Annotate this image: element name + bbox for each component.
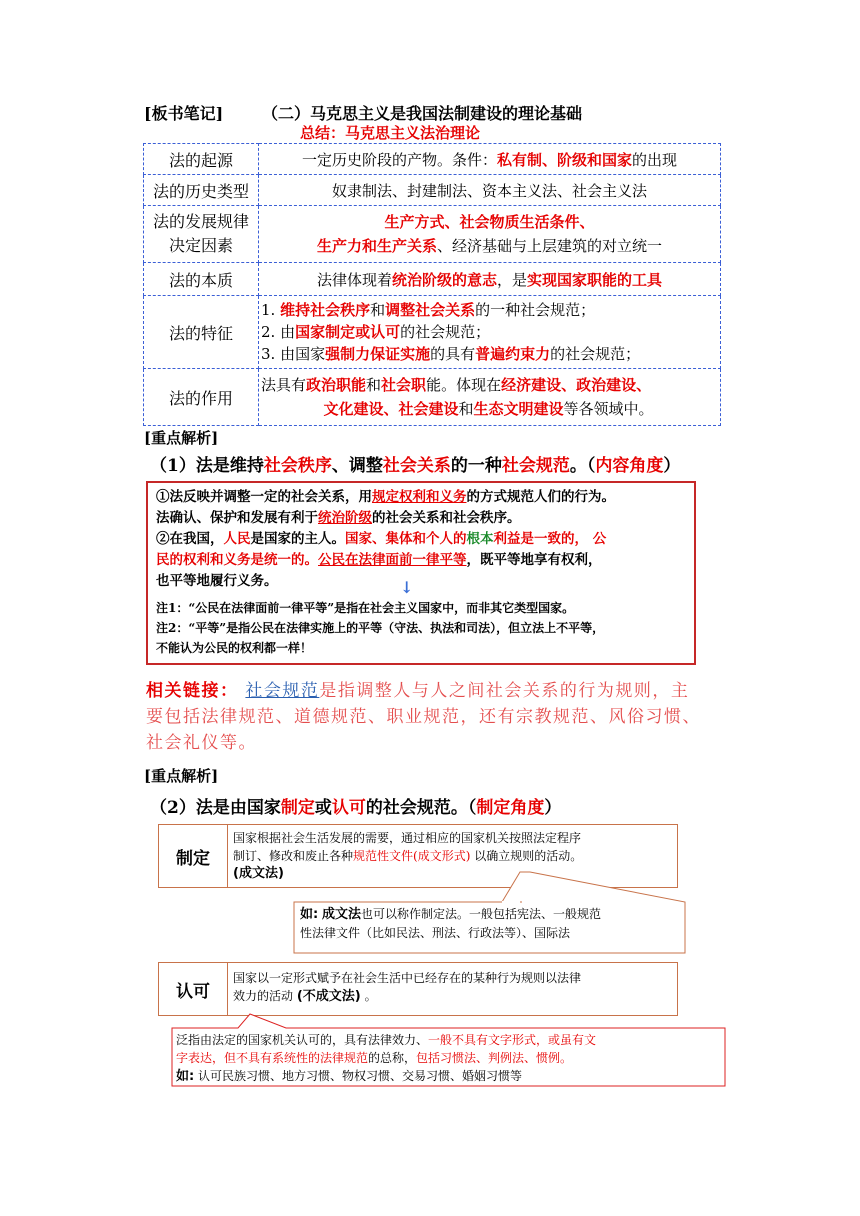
note-2: 注2：“平等”是指公民在法律实施上的平等（守法、执法和司法），但立法上不平等， (156, 621, 605, 635)
highlight-text: 实现国家职能的工具 (527, 270, 663, 289)
plain-text: 的出现 (632, 150, 678, 169)
summary-table (143, 143, 721, 426)
plain-text: 的社会关系和社会秩序。 (372, 510, 521, 526)
highlight-text: 普遍约束力 (475, 345, 551, 363)
table-row (144, 206, 721, 263)
renke-text (233, 969, 673, 1006)
row-value-line (261, 321, 716, 343)
highlight-text: 民的权利和义务是统一的。 (156, 552, 318, 568)
box-line (156, 550, 686, 571)
page-title: （二）马克思主义是我国法制建设的理论基础 (262, 104, 583, 123)
highlight-text: 社会规范 (501, 456, 570, 476)
row-value (259, 206, 721, 263)
highlight-text: 国家制定或认可 (295, 323, 401, 341)
highlight-text: 生态文明建设 (473, 400, 564, 418)
highlight-text: 公 (588, 531, 607, 547)
related-link (146, 678, 706, 756)
box-line (156, 508, 686, 529)
highlight-text: 经济建设、政治建设、 (501, 376, 652, 394)
plain-text: 效力的活动 (233, 989, 294, 1003)
table-row (144, 175, 721, 206)
plain-text: 。 (364, 989, 377, 1003)
plain-text: 也平等地履行义务。 (156, 573, 278, 589)
row-value (259, 263, 721, 296)
row-value-line (261, 373, 716, 397)
plain-text: 的一种社会规范； (475, 301, 596, 319)
highlight-text: 社会秩序 (263, 456, 332, 476)
highlight-text: 生产力和生产关系 (316, 237, 437, 255)
plain-text: 。（ (569, 456, 596, 476)
plain-text: 认可民族习惯、地方习惯、物权习惯、交易习惯、婚姻习惯等 (198, 1069, 523, 1083)
highlight-text: 规范性文件(成文形式) (353, 849, 471, 863)
table-row (144, 296, 721, 369)
row-value (259, 144, 721, 175)
highlight-text: 社会关系 (382, 456, 451, 476)
highlight-text: 一般不具有文字形式，或虽有文 (428, 1033, 597, 1047)
row-value-line (261, 397, 716, 421)
highlight-text: 社会职 (381, 376, 427, 394)
plain-text: 奴隶制法、封建制法、资本主义法、社会主义法 (331, 181, 647, 200)
plain-text: 或 (314, 798, 332, 818)
highlight-text: 维持社会秩序 (280, 301, 371, 319)
plain-text: 和 (458, 400, 474, 418)
row-key: 法的特征 (144, 296, 259, 369)
table-row (144, 369, 721, 426)
highlight-text: 强制力保证实施 (325, 345, 431, 363)
plain-text: ，是 (497, 270, 528, 289)
note-2-cont: 不能认为公民的权利都一样！ (156, 641, 313, 655)
plain-text: 也可以称作制定法。一般包括宪法、一般规范 (361, 907, 602, 921)
callout-line (176, 1031, 726, 1049)
section-label: [重点解析] (144, 767, 219, 785)
plain-text: ） (663, 456, 681, 476)
row-value (259, 369, 721, 426)
notes-label: [板书笔记] (144, 104, 224, 123)
renke-line: 国家以一定形式赋予在社会生活中已经存在的某种行为规则以法律 (233, 971, 582, 985)
zhiding-line: 国家根据社会生活发展的需要，通过相应的国家机关按照法定程序 (233, 831, 582, 845)
highlight-text: 字表达，但不具有系统性的法律规范 (176, 1051, 369, 1065)
callout-term: 成文法 (322, 907, 362, 922)
section-label: [重点解析] (144, 429, 219, 447)
plain-text: 、经济基础与上层建筑的对立统一 (437, 237, 663, 255)
row-value (259, 296, 721, 369)
zhiding-line: (成文法) (233, 866, 284, 881)
plain-text: （1）法是维持 (150, 456, 264, 476)
plain-text: 的方式规范人们的行为。 (466, 489, 615, 505)
highlight-text: 制定 (280, 798, 315, 818)
row-key-line: 法的发展规律 (152, 212, 249, 231)
callout-lead: 如: (300, 907, 319, 922)
highlight-text: 公民在法律面前一律平等 (318, 552, 467, 568)
plain-text: 泛指由法定的国家机关认可的，具有法律效力、 (176, 1033, 429, 1047)
bold-text: (不成文法) (296, 989, 361, 1004)
note-1: 注1：“公民在法律面前一律平等”是指在社会主义国家中，而非其它类型国家。 (156, 601, 575, 615)
related-text: 是指调整人与人之间社会关系的行为规则，主要包括法律规范、道德规范、职业规范，还有宗教规范、风俗习惯、社会礼仪等。 (146, 681, 701, 753)
plain-text: （2）法是由国家 (150, 798, 281, 818)
plain-text: 的具有 (430, 345, 476, 363)
callout-line: 性法律文件（比如民法、刑法、行政法等）、国际法 (300, 926, 571, 940)
plain-text: 的社会规范； (400, 323, 491, 341)
table-row (144, 144, 721, 175)
plain-text: 法律体现着 (316, 270, 392, 289)
plain-text: 和 (370, 301, 386, 319)
highlight-text: 规定权利和义务 (372, 489, 467, 505)
plain-text: 等各领域中。 (563, 400, 654, 418)
plain-text: 制订、修改和废止各种 (233, 849, 354, 863)
highlight-text: 政治职能 (306, 376, 367, 394)
row-value-line: 生产方式、社会物质生活条件、 (384, 213, 595, 231)
highlight-text: 国家、集体和个人的 (345, 531, 467, 547)
callout-line (176, 1067, 726, 1086)
highlight-text: 内容角度 (595, 456, 664, 476)
table-row (144, 263, 721, 296)
plain-text: ，既平等地享有权利， (466, 552, 602, 568)
highlight-text: 包括习惯法、判例法、惯例。 (416, 1051, 573, 1065)
related-label: 相关链接： (146, 681, 239, 701)
renke-label: 认可 (159, 963, 228, 1015)
highlight-text: 利益是一致的， (493, 531, 588, 547)
box-line (156, 571, 686, 592)
plain-text: 的一种 (450, 456, 502, 476)
row-key: 法的作用 (144, 369, 259, 426)
box-line (156, 529, 686, 550)
highlight-text: 私有制、阶级和国家 (496, 150, 632, 169)
plain-text: 的社会规范。（ (365, 798, 477, 818)
plain-text: 1. (261, 301, 281, 319)
box-line (156, 487, 686, 508)
row-value-line (261, 343, 716, 365)
plain-text: 能。体现在 (426, 376, 502, 394)
row-key: 法的本质 (144, 263, 259, 296)
row-key-line: 决定因素 (168, 236, 233, 255)
plain-text: 2. 由 (261, 323, 296, 341)
zhiding-label: 制定 (159, 825, 228, 887)
plain-text: 3. 由国家 (261, 345, 326, 363)
plain-text: 法具有 (261, 376, 307, 394)
highlight-text: 根本 (466, 531, 494, 547)
row-key: 法的起源 (144, 144, 259, 175)
highlight-text: 统治阶级 (318, 510, 372, 526)
row-value (259, 175, 721, 206)
plain-text: ） (544, 798, 562, 818)
callout-line (176, 1049, 726, 1067)
arrow-down-icon: ↓ (400, 578, 414, 597)
highlight-text: 人民 (223, 531, 251, 547)
renke-box (158, 962, 678, 1016)
plain-text: 以确立规则的活动。 (474, 849, 583, 863)
zhiding-line (233, 847, 673, 865)
related-term: 社会规范 (245, 681, 320, 701)
plain-text: 的总称， (368, 1051, 417, 1065)
callout-line (300, 905, 680, 924)
callout-2-text (176, 1031, 726, 1086)
section-heading (150, 451, 680, 476)
row-key: 法的历史类型 (144, 175, 259, 206)
plain-text: ①法反映并调整一定的社会关系，用 (156, 489, 372, 505)
callout-lead: 如: (176, 1069, 195, 1084)
highlight-text: 制定角度 (476, 798, 545, 818)
plain-text: 是国家的主人。 (250, 531, 345, 547)
plain-text: ②在我国， (156, 531, 224, 547)
explanation-box (146, 481, 696, 665)
page-subtitle: 总结：马克思主义法治理论 (300, 124, 481, 142)
plain-text: 、调整 (331, 456, 383, 476)
row-value-line (261, 299, 716, 321)
row-value-line (263, 234, 716, 258)
plain-text: 法确认、保护和发展有利于 (156, 510, 318, 526)
highlight-text: 认可 (331, 798, 366, 818)
callout-1-text (300, 905, 680, 942)
renke-line (233, 987, 673, 1006)
plain-text: 的社会规范； (550, 345, 641, 363)
highlight-text: 调整社会关系 (385, 301, 476, 319)
plain-text: 一定历史阶段的产物。条件： (301, 150, 497, 169)
section-heading (150, 793, 561, 818)
plain-text: 和 (366, 376, 382, 394)
highlight-text: 统治阶级的意志 (391, 270, 497, 289)
highlight-text: 文化建设、社会建设 (323, 400, 459, 418)
row-key (144, 206, 259, 263)
